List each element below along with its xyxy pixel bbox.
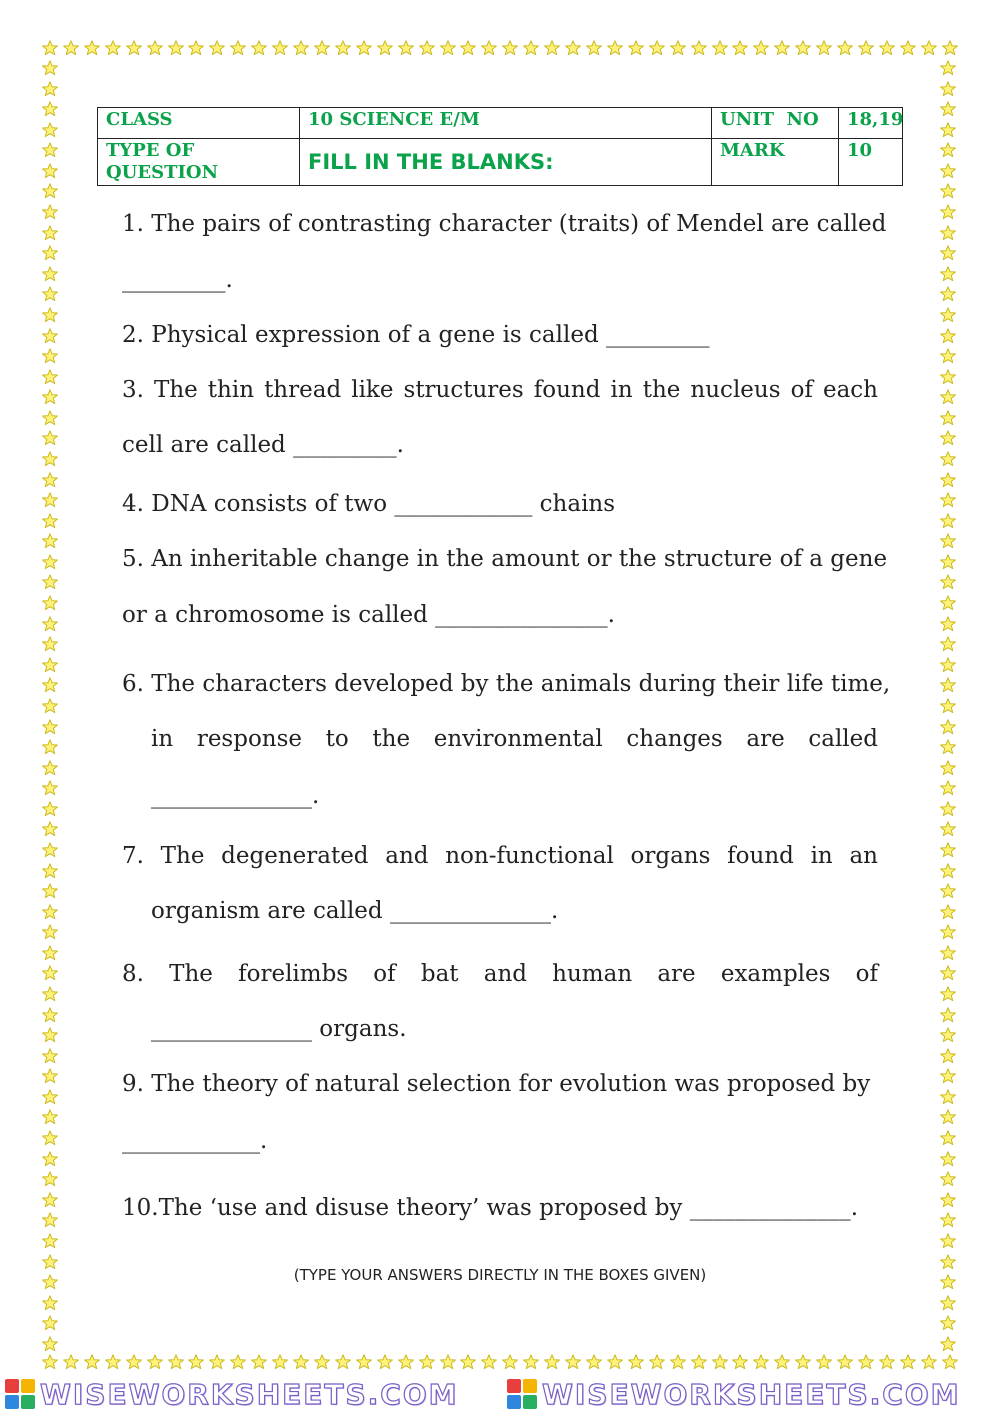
question-6-line-2: in response to the environmental changes are called — [151, 726, 878, 752]
star-icon — [502, 40, 518, 58]
star-icon — [42, 101, 60, 117]
star-icon — [712, 40, 728, 58]
star-icon — [940, 616, 958, 632]
star-icon — [105, 40, 121, 58]
star-icon — [940, 1171, 958, 1187]
star-icon — [753, 40, 769, 58]
mark-value: 10 — [839, 139, 903, 186]
question-9-line-2[interactable]: ____________. — [122, 1128, 268, 1154]
star-icon — [335, 1354, 351, 1372]
star-icon — [940, 492, 958, 508]
star-icon — [837, 1354, 853, 1372]
star-icon — [42, 1171, 60, 1187]
star-icon — [816, 1354, 832, 1372]
star-icon — [940, 1048, 958, 1064]
star-icon — [42, 307, 60, 323]
star-icon — [940, 760, 958, 776]
star-icon — [879, 40, 895, 58]
star-icon — [940, 81, 958, 97]
star-icon — [63, 40, 79, 58]
star-icon — [42, 616, 60, 632]
star-icon — [42, 760, 60, 776]
star-icon — [42, 1212, 60, 1228]
star-icon — [940, 636, 958, 652]
star-icon — [42, 533, 60, 549]
mark-label: MARK — [712, 139, 839, 186]
star-icon — [940, 924, 958, 940]
star-icon — [607, 40, 623, 58]
star-icon — [42, 122, 60, 138]
class-value: 10 SCIENCE E/M — [300, 108, 712, 139]
star-icon — [940, 142, 958, 158]
star-icon — [251, 40, 267, 58]
star-border-top — [42, 40, 958, 58]
star-icon — [293, 40, 309, 58]
star-icon — [502, 1354, 518, 1372]
star-icon — [940, 533, 958, 549]
star-icon — [42, 1151, 60, 1167]
star-icon — [377, 1354, 393, 1372]
star-icon — [440, 40, 456, 58]
star-icon — [42, 1233, 60, 1249]
star-icon — [42, 183, 60, 199]
star-icon — [42, 40, 58, 58]
star-icon — [607, 1354, 623, 1372]
star-icon — [481, 40, 497, 58]
star-icon — [940, 328, 958, 344]
star-icon — [42, 60, 60, 76]
star-icon — [900, 1354, 916, 1372]
star-icon — [712, 1354, 728, 1372]
star-icon — [42, 204, 60, 220]
star-icon — [126, 40, 142, 58]
star-icon — [42, 677, 60, 693]
star-icon — [940, 410, 958, 426]
star-icon — [42, 163, 60, 179]
star-icon — [940, 1315, 958, 1331]
star-border-left — [42, 60, 60, 1352]
star-icon — [42, 719, 60, 735]
star-icon — [188, 1354, 204, 1372]
star-icon — [356, 40, 372, 58]
star-icon — [523, 1354, 539, 1372]
question-5-line-1: 5. An inheritable change in the amount or the structure of a gene — [122, 546, 888, 572]
star-icon — [42, 513, 60, 529]
star-icon — [753, 1354, 769, 1372]
star-icon — [42, 986, 60, 1002]
star-icon — [42, 245, 60, 261]
star-icon — [816, 40, 832, 58]
star-icon — [732, 1354, 748, 1372]
star-icon — [691, 40, 707, 58]
star-icon — [940, 1336, 958, 1352]
star-icon — [940, 1295, 958, 1311]
star-icon — [795, 1354, 811, 1372]
star-icon — [940, 1089, 958, 1105]
star-icon — [940, 163, 958, 179]
star-icon — [42, 451, 60, 467]
star-icon — [940, 554, 958, 570]
star-icon — [42, 965, 60, 981]
star-icon — [544, 40, 560, 58]
star-icon — [42, 266, 60, 282]
star-icon — [209, 1354, 225, 1372]
star-icon — [940, 986, 958, 1002]
star-icon — [42, 1027, 60, 1043]
question-5-line-2[interactable]: or a chromosome is called _______________. — [122, 602, 615, 628]
star-icon — [940, 307, 958, 323]
star-icon — [649, 40, 665, 58]
star-icon — [942, 40, 958, 58]
star-icon — [63, 1354, 79, 1372]
star-icon — [940, 1027, 958, 1043]
star-icon — [858, 40, 874, 58]
star-icon — [335, 40, 351, 58]
star-icon — [940, 1212, 958, 1228]
star-icon — [293, 1354, 309, 1372]
star-icon — [940, 266, 958, 282]
star-icon — [858, 1354, 874, 1372]
watermark-text: WISEWORKSHEETS.COM — [542, 1377, 961, 1411]
star-icon — [42, 821, 60, 837]
star-icon — [460, 1354, 476, 1372]
star-icon — [940, 472, 958, 488]
star-icon — [42, 410, 60, 426]
star-icon — [940, 657, 958, 673]
star-icon — [126, 1354, 142, 1372]
star-icon — [940, 1130, 958, 1146]
star-icon — [42, 636, 60, 652]
star-icon — [940, 821, 958, 837]
star-icon — [940, 389, 958, 405]
star-icon — [105, 1354, 121, 1372]
star-icon — [42, 595, 60, 611]
star-icon — [147, 40, 163, 58]
star-icon — [940, 739, 958, 755]
question-type-label-line2: QUESTION — [106, 162, 219, 183]
star-icon — [940, 780, 958, 796]
question-10-line-1[interactable]: 10.The ‘use and disuse theory’ was proposed by ______________. — [122, 1195, 859, 1221]
watermark-left — [4, 1378, 459, 1410]
unit-value: 18,19 — [839, 108, 903, 139]
star-icon — [42, 1130, 60, 1146]
star-icon — [691, 1354, 707, 1372]
star-icon — [42, 1336, 60, 1352]
wise-logo-icon — [506, 1378, 538, 1410]
star-icon — [42, 1048, 60, 1064]
question-3-line-2[interactable]: cell are called _________. — [122, 432, 404, 458]
star-icon — [42, 1354, 58, 1372]
star-icon — [42, 863, 60, 879]
star-icon — [940, 225, 958, 241]
star-icon — [419, 1354, 435, 1372]
star-icon — [940, 1068, 958, 1084]
star-icon — [42, 1068, 60, 1084]
star-icon — [774, 40, 790, 58]
star-icon — [84, 40, 100, 58]
question-1-line-1: 1. The pairs of contrasting character (traits) of Mendel are called — [122, 211, 887, 237]
watermark-right — [506, 1378, 961, 1410]
star-icon — [940, 204, 958, 220]
star-icon — [209, 40, 225, 58]
star-icon — [940, 183, 958, 199]
star-icon — [42, 1192, 60, 1208]
star-icon — [440, 1354, 456, 1372]
star-icon — [314, 1354, 330, 1372]
star-icon — [314, 40, 330, 58]
answer-instruction: (TYPE YOUR ANSWERS DIRECTLY IN THE BOXES GIVEN) — [293, 1266, 707, 1284]
star-icon — [940, 1007, 958, 1023]
star-icon — [940, 451, 958, 467]
question-8-line-2[interactable]: ______________ organs. — [151, 1016, 407, 1042]
star-icon — [565, 40, 581, 58]
star-icon — [628, 40, 644, 58]
star-icon — [42, 574, 60, 590]
unit-label: UNIT NO — [712, 108, 839, 139]
star-icon — [523, 40, 539, 58]
star-icon — [356, 1354, 372, 1372]
star-icon — [84, 1354, 100, 1372]
star-icon — [670, 40, 686, 58]
star-icon — [42, 657, 60, 673]
star-icon — [481, 1354, 497, 1372]
star-icon — [900, 40, 916, 58]
star-icon — [42, 554, 60, 570]
star-icon — [42, 286, 60, 302]
star-icon — [168, 40, 184, 58]
star-icon — [940, 801, 958, 817]
star-icon — [732, 40, 748, 58]
wise-logo-icon — [4, 1378, 36, 1410]
star-icon — [42, 492, 60, 508]
star-icon — [42, 348, 60, 364]
star-icon — [940, 1109, 958, 1125]
star-icon — [42, 739, 60, 755]
star-icon — [940, 348, 958, 364]
question-type-label-line1: TYPE OF — [106, 140, 195, 161]
star-border-bottom — [42, 1354, 958, 1372]
star-icon — [837, 40, 853, 58]
star-icon — [42, 904, 60, 920]
star-icon — [42, 924, 60, 940]
star-icon — [940, 698, 958, 714]
star-icon — [377, 40, 393, 58]
star-icon — [940, 245, 958, 261]
star-icon — [460, 40, 476, 58]
question-3-line-1: 3. The thin thread like structures found in the nucleus of each — [122, 377, 878, 403]
star-icon — [147, 1354, 163, 1372]
star-icon — [42, 225, 60, 241]
star-icon — [42, 698, 60, 714]
star-icon — [940, 595, 958, 611]
star-icon — [42, 1295, 60, 1311]
star-icon — [628, 1354, 644, 1372]
star-icon — [42, 81, 60, 97]
question-7-line-2[interactable]: organism are called ______________. — [151, 898, 559, 924]
star-icon — [188, 40, 204, 58]
question-7-line-1: 7. The degenerated and non-functional organs found in an — [122, 843, 878, 869]
star-icon — [940, 286, 958, 302]
star-icon — [940, 513, 958, 529]
star-icon — [42, 1089, 60, 1105]
star-icon — [565, 1354, 581, 1372]
star-icon — [940, 369, 958, 385]
star-icon — [649, 1354, 665, 1372]
star-icon — [940, 677, 958, 693]
star-icon — [42, 883, 60, 899]
question-9-line-1: 9. The theory of natural selection for evolution was proposed by — [122, 1071, 871, 1097]
star-icon — [251, 1354, 267, 1372]
star-icon — [42, 945, 60, 961]
star-icon — [42, 780, 60, 796]
star-icon — [921, 40, 937, 58]
star-icon — [940, 904, 958, 920]
question-2-line-1[interactable]: 2. Physical expression of a gene is called _________ — [122, 322, 710, 348]
star-icon — [42, 472, 60, 488]
star-icon — [586, 40, 602, 58]
star-icon — [586, 1354, 602, 1372]
star-icon — [940, 1151, 958, 1167]
star-icon — [544, 1354, 560, 1372]
star-icon — [940, 842, 958, 858]
question-type-label — [98, 139, 300, 186]
star-icon — [42, 1007, 60, 1023]
star-icon — [940, 122, 958, 138]
star-icon — [230, 1354, 246, 1372]
star-border-right — [940, 60, 958, 1352]
star-icon — [940, 863, 958, 879]
star-icon — [940, 101, 958, 117]
star-icon — [940, 60, 958, 76]
question-type-value: FILL IN THE BLANKS: — [300, 139, 712, 186]
star-icon — [940, 1233, 958, 1249]
star-icon — [940, 945, 958, 961]
star-icon — [419, 40, 435, 58]
star-icon — [940, 965, 958, 981]
star-icon — [942, 1354, 958, 1372]
header-table — [97, 107, 903, 186]
star-icon — [42, 389, 60, 405]
star-icon — [42, 842, 60, 858]
star-icon — [42, 142, 60, 158]
star-icon — [940, 719, 958, 735]
star-icon — [398, 40, 414, 58]
star-icon — [398, 1354, 414, 1372]
star-icon — [42, 430, 60, 446]
star-icon — [42, 369, 60, 385]
star-icon — [272, 40, 288, 58]
watermark-text: WISEWORKSHEETS.COM — [40, 1377, 459, 1411]
question-8-line-1: 8. The forelimbs of bat and human are examples of — [122, 961, 878, 987]
star-icon — [42, 801, 60, 817]
question-4-line-1[interactable]: 4. DNA consists of two ____________ chains — [122, 491, 616, 517]
star-icon — [168, 1354, 184, 1372]
star-icon — [940, 1192, 958, 1208]
star-icon — [670, 1354, 686, 1372]
star-icon — [921, 1354, 937, 1372]
question-6-line-1: 6. The characters developed by the animals during their life time, — [122, 671, 891, 697]
star-icon — [940, 430, 958, 446]
question-6-line-3[interactable]: ______________. — [151, 783, 320, 809]
star-icon — [42, 1315, 60, 1331]
star-icon — [42, 328, 60, 344]
class-label: CLASS — [98, 108, 300, 139]
star-icon — [795, 40, 811, 58]
star-icon — [940, 883, 958, 899]
star-icon — [230, 40, 246, 58]
star-icon — [940, 574, 958, 590]
star-icon — [879, 1354, 895, 1372]
star-icon — [774, 1354, 790, 1372]
question-1-line-2[interactable]: _________. — [122, 267, 233, 293]
star-icon — [272, 1354, 288, 1372]
star-icon — [42, 1109, 60, 1125]
